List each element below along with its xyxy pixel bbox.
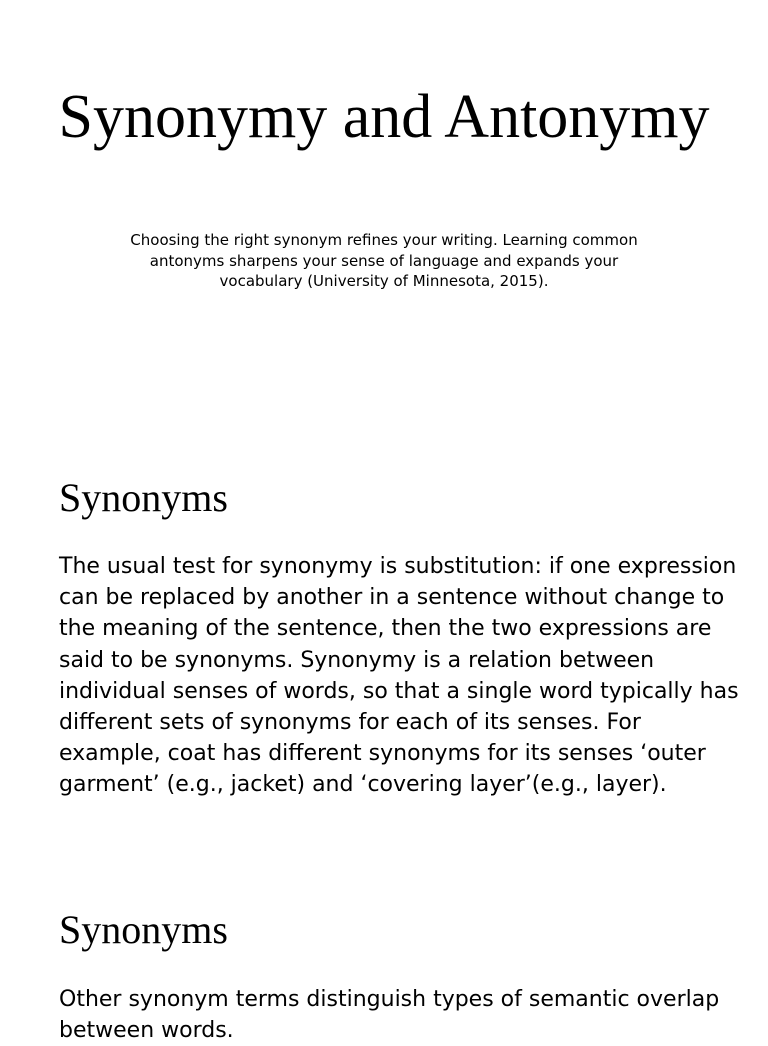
section-body-synonyms-2: Other synonym terms distinguish types of semantic overlap between words.: [59, 987, 720, 1044]
section-heading-synonyms-2: Synonyms: [59, 907, 228, 952]
subtitle: Choosing the right synonym refines your writing. Learning common antonyms sharpens your sense of language and expands your vocabulary (University of Minnesota, 2015).: [130, 231, 638, 290]
section-body-synonyms: The usual test for synonymy is substitution: if one expression can be replaced by another in a sentence without change to the meaning of the sentence, then the two expressions are said to be synonyms. Synonymy is a relation between individual senses of words, so that a single word typically has different sets of synonyms for each of its senses. For example, coat has different synonyms for its senses ‘outer garment’ (e.g., jacket) and ‘covering layer’(e.g., layer).: [59, 554, 739, 798]
page-title: Synonymy and Antonymy: [58, 83, 710, 151]
section-heading-synonyms: Synonyms: [59, 475, 228, 520]
